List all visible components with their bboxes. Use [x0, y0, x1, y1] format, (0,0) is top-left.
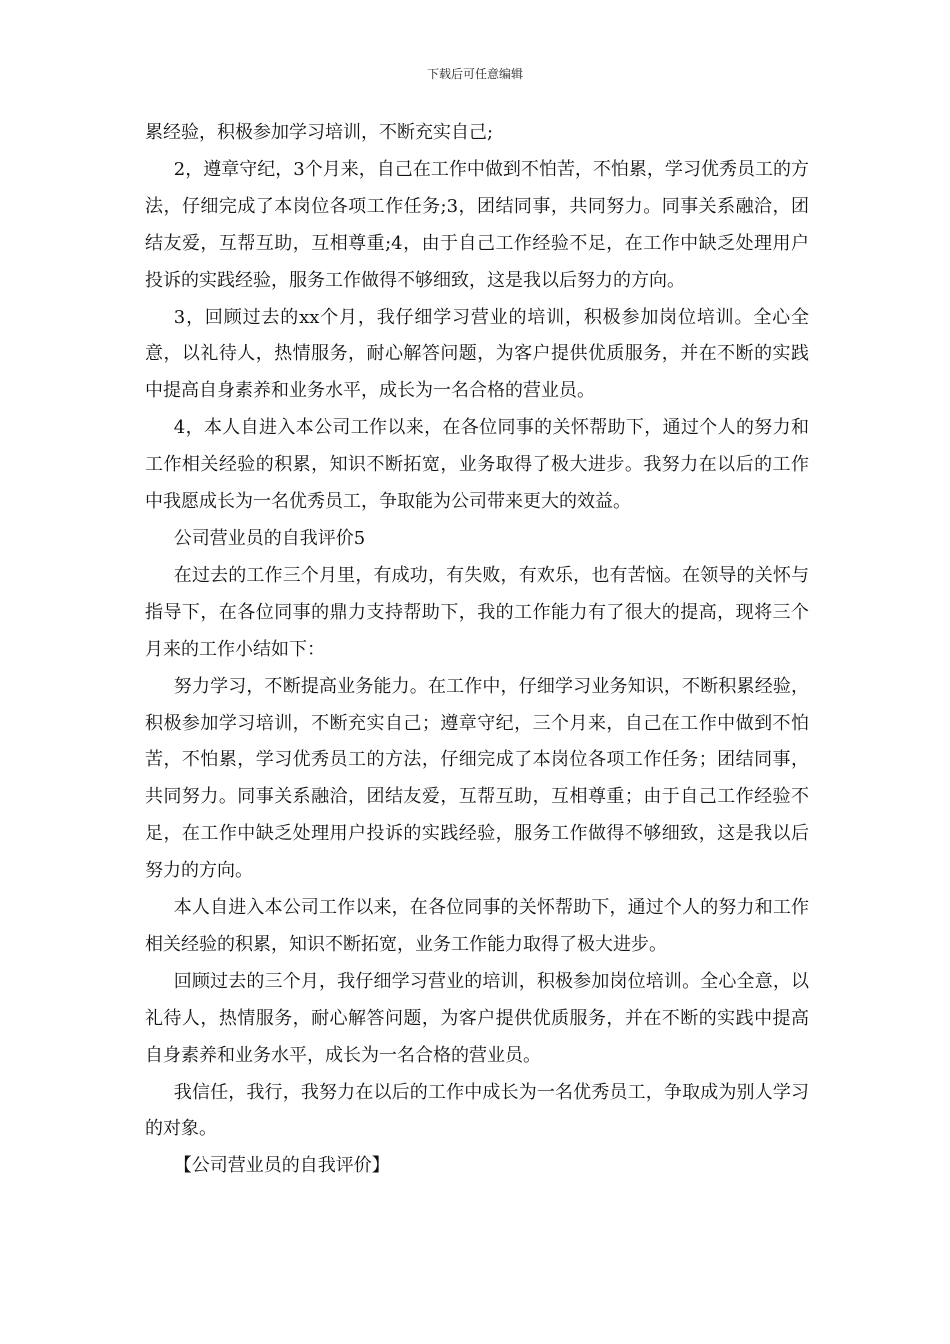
paragraph-2: 2，遵章守纪，3个月来，自己在工作中做到不怕苦，不怕累，学习优秀员工的方法，仔细完成了本岗位各项工作任务;3，团结同事，共同努力。同事关系融洽，团结友爱，互帮互助，互相尊重;4，由于自己工作经验不足，在工作中缺乏处理用户投诉的实践经验，服务工作做得不够细致，这是我以后努力的方向。 — [145, 158, 809, 291]
document-body — [145, 115, 809, 1185]
page-header: 下载后可任意编辑 — [426, 67, 523, 81]
paragraph-4: 4，本人自进入本公司工作以来，在各位同事的关怀帮助下，通过个人的努力和工作相关经验的积累，知识不断拓宽，业务取得了极大进步。我努力在以后的工作中我愿成长为一名优秀员工，争取能为公司带来更大的效益。 — [145, 417, 809, 513]
section-heading: 公司营业员的自我评价5 — [173, 527, 366, 549]
paragraph-8: 本人自进入本公司工作以来，在各位同事的关怀帮助下，通过个人的努力和工作相关经验的积累，知识不断拓宽，业务工作能力取得了极大进步。 — [145, 897, 809, 955]
closing-title: 【公司营业员的自我评价】 — [173, 1155, 390, 1177]
paragraph-10: 我信任，我行，我努力在以后的工作中成长为一名优秀员工，争取成为别人学习的对象。 — [145, 1081, 809, 1140]
paragraph-3: 3，回顾过去的xx个月，我仔细学习营业的培训，积极参加岗位培训。全心全意，以礼待人，热情服务，耐心解答问题，为客户提供优质服务，并在不断的实践中提高自身素养和业务水平，成长为一名合格的营业员。 — [145, 306, 809, 402]
paragraph-1: 累经验，积极参加学习培训，不断充实自己; — [145, 122, 494, 143]
paragraph-7: 努力学习，不断提高业务能力。在工作中，仔细学习业务知识，不断积累经验，积极参加学习培训，不断充实自己；遵章守纪，三个月来，自己在工作中做到不怕苦，不怕累，学习优秀员工的方法，仔细完成了本岗位各项工作任务；团结同事，共同努力。同事关系融洽，团结友爱，互帮互助，互相尊重；由于自己工作经验不足，在工作中缺乏处理用户投诉的实践经验，服务工作做得不够细致，这是我以后努力的方向。 — [145, 675, 809, 882]
paragraph-9: 回顾过去的三个月，我仔细学习营业的培训，积极参加岗位培训。全心全意，以礼待人，热情服务，耐心解答问题，为客户提供优质服务，并在不断的实践中提高自身素养和业务水平，成长为一名合格的营业员。 — [145, 970, 809, 1066]
paragraph-6: 在过去的工作三个月里，有成功，有失败，有欢乐，也有苦恼。在领导的关怀与指导下，在各位同事的鼎力支持帮助下，我的工作能力有了很大的提高，现将三个月来的工作小结如下： — [145, 564, 809, 660]
